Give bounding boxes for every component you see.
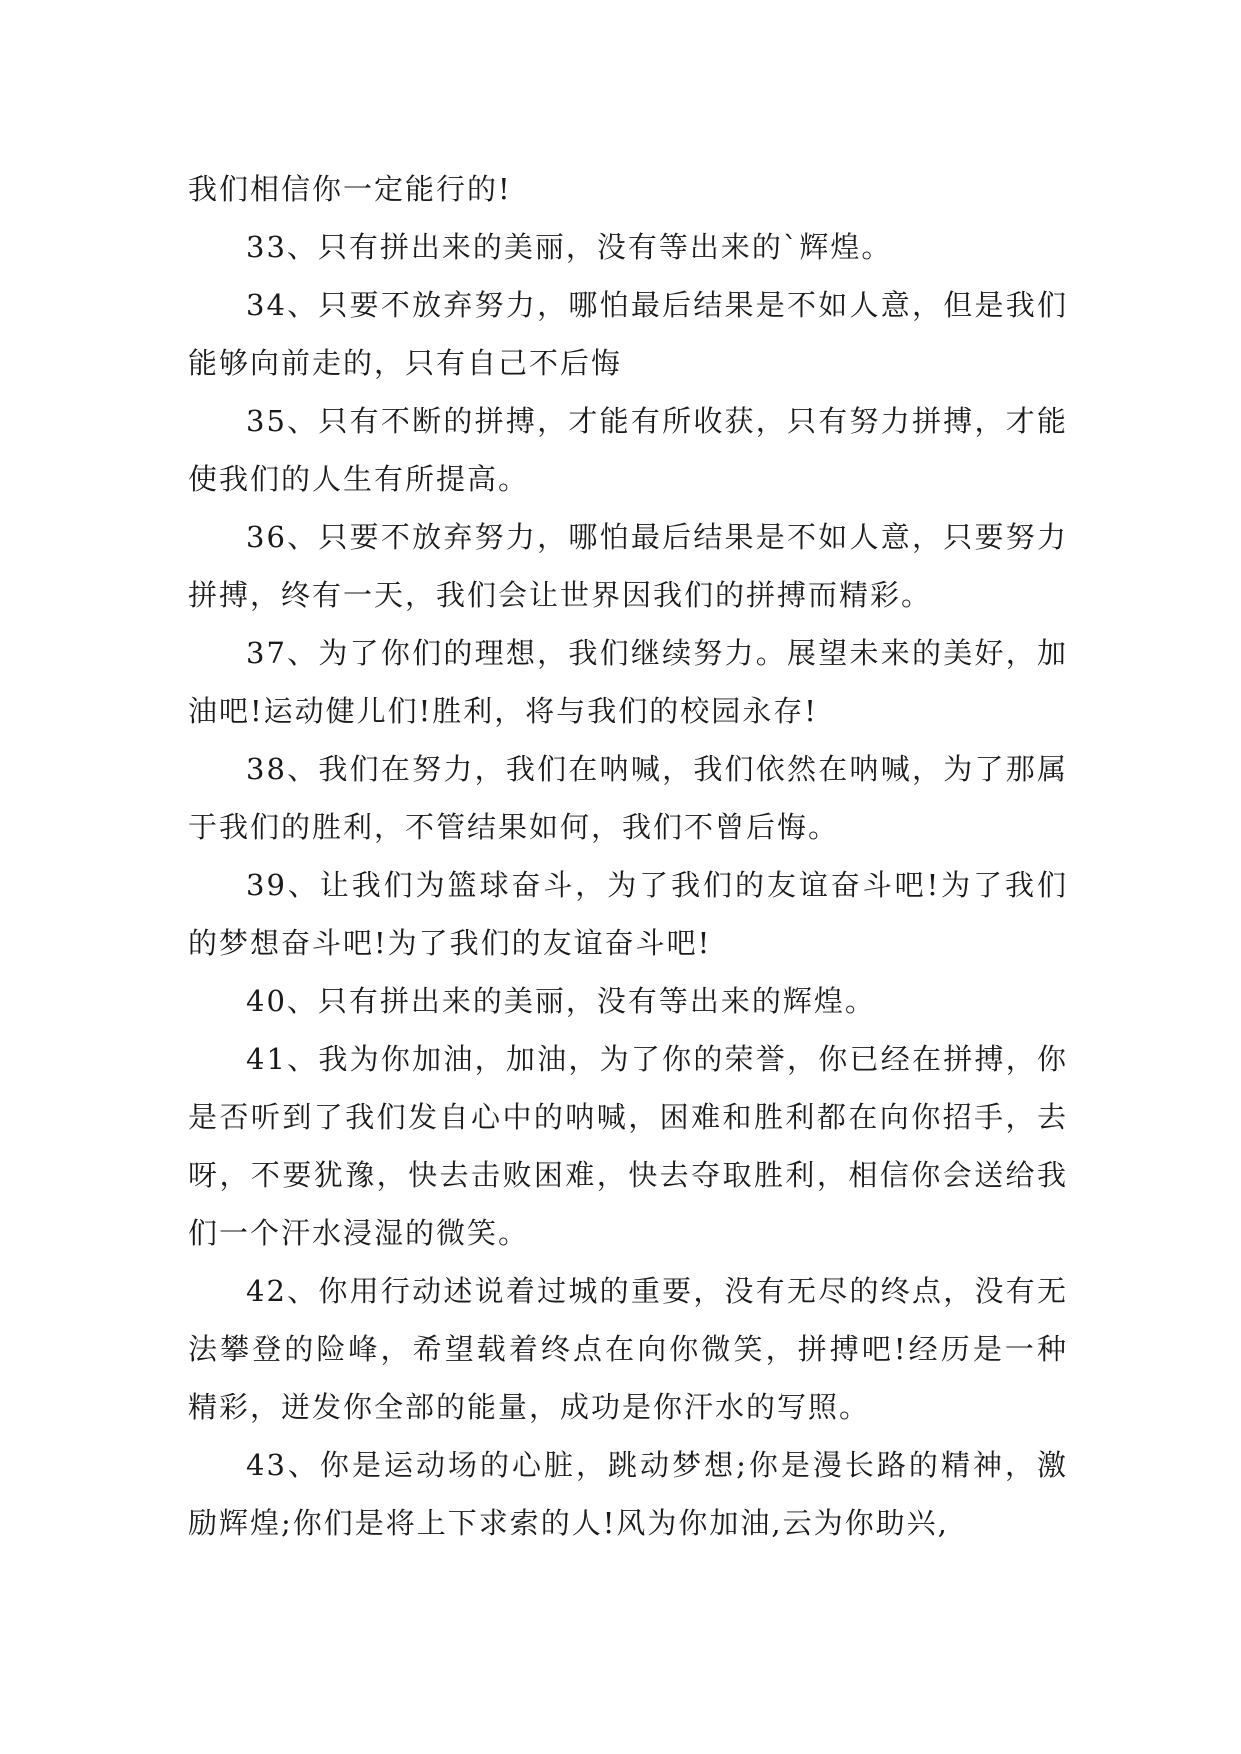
- paragraph: 33、只有拼出来的美丽，没有等出来的`辉煌。: [246, 230, 893, 264]
- paragraph: 34、只要不放弃努力，哪怕最后结果是不如人意，但是我们能够向前走的，只有自己不后悔: [188, 288, 1068, 380]
- paragraph: 37、为了你们的理想，我们继续努力。展望未来的美好，加油吧!运动健儿们!胜利，将与我们的校园永存!: [188, 636, 1068, 728]
- paragraph: 40、只有拼出来的美丽，没有等出来的辉煌。: [246, 984, 876, 1018]
- paragraph: 36、只要不放弃努力，哪怕最后结果是不如人意，只要努力拼搏，终有一天，我们会让世界因我们的拼搏而精彩。: [188, 520, 1068, 612]
- paragraph: 我们相信你一定能行的!: [188, 172, 512, 206]
- paragraph: 43、你是运动场的心脏，跳动梦想;你是漫长路的精神，激励辉煌;你们是将上下求索的人!风为你加油,云为你助兴,: [188, 1448, 1068, 1540]
- paragraph: 35、只有不断的拼搏，才能有所收获，只有努力拼搏，才能使我们的人生有所提高。: [188, 404, 1068, 496]
- paragraph: 38、我们在努力，我们在呐喊，我们依然在呐喊，为了那属于我们的胜利，不管结果如何，我们不曾后悔。: [188, 752, 1068, 844]
- document-body: [188, 160, 1068, 1552]
- paragraph: 41、我为你加油，加油，为了你的荣誉，你已经在拼搏，你是否听到了我们发自心中的呐喊，困难和胜利都在向你招手，去呀，不要犹豫，快去击败困难，快去夺取胜利，相信你会送给我们一个汗水浸湿的微笑。: [188, 1042, 1068, 1250]
- paragraph: 39、让我们为篮球奋斗，为了我们的友谊奋斗吧!为了我们的梦想奋斗吧!为了我们的友谊奋斗吧!: [188, 868, 1068, 960]
- paragraph: 42、你用行动述说着过城的重要，没有无尽的终点，没有无法攀登的险峰，希望载着终点在向你微笑，拼搏吧!经历是一种精彩，迸发你全部的能量，成功是你汗水的写照。: [188, 1274, 1068, 1424]
